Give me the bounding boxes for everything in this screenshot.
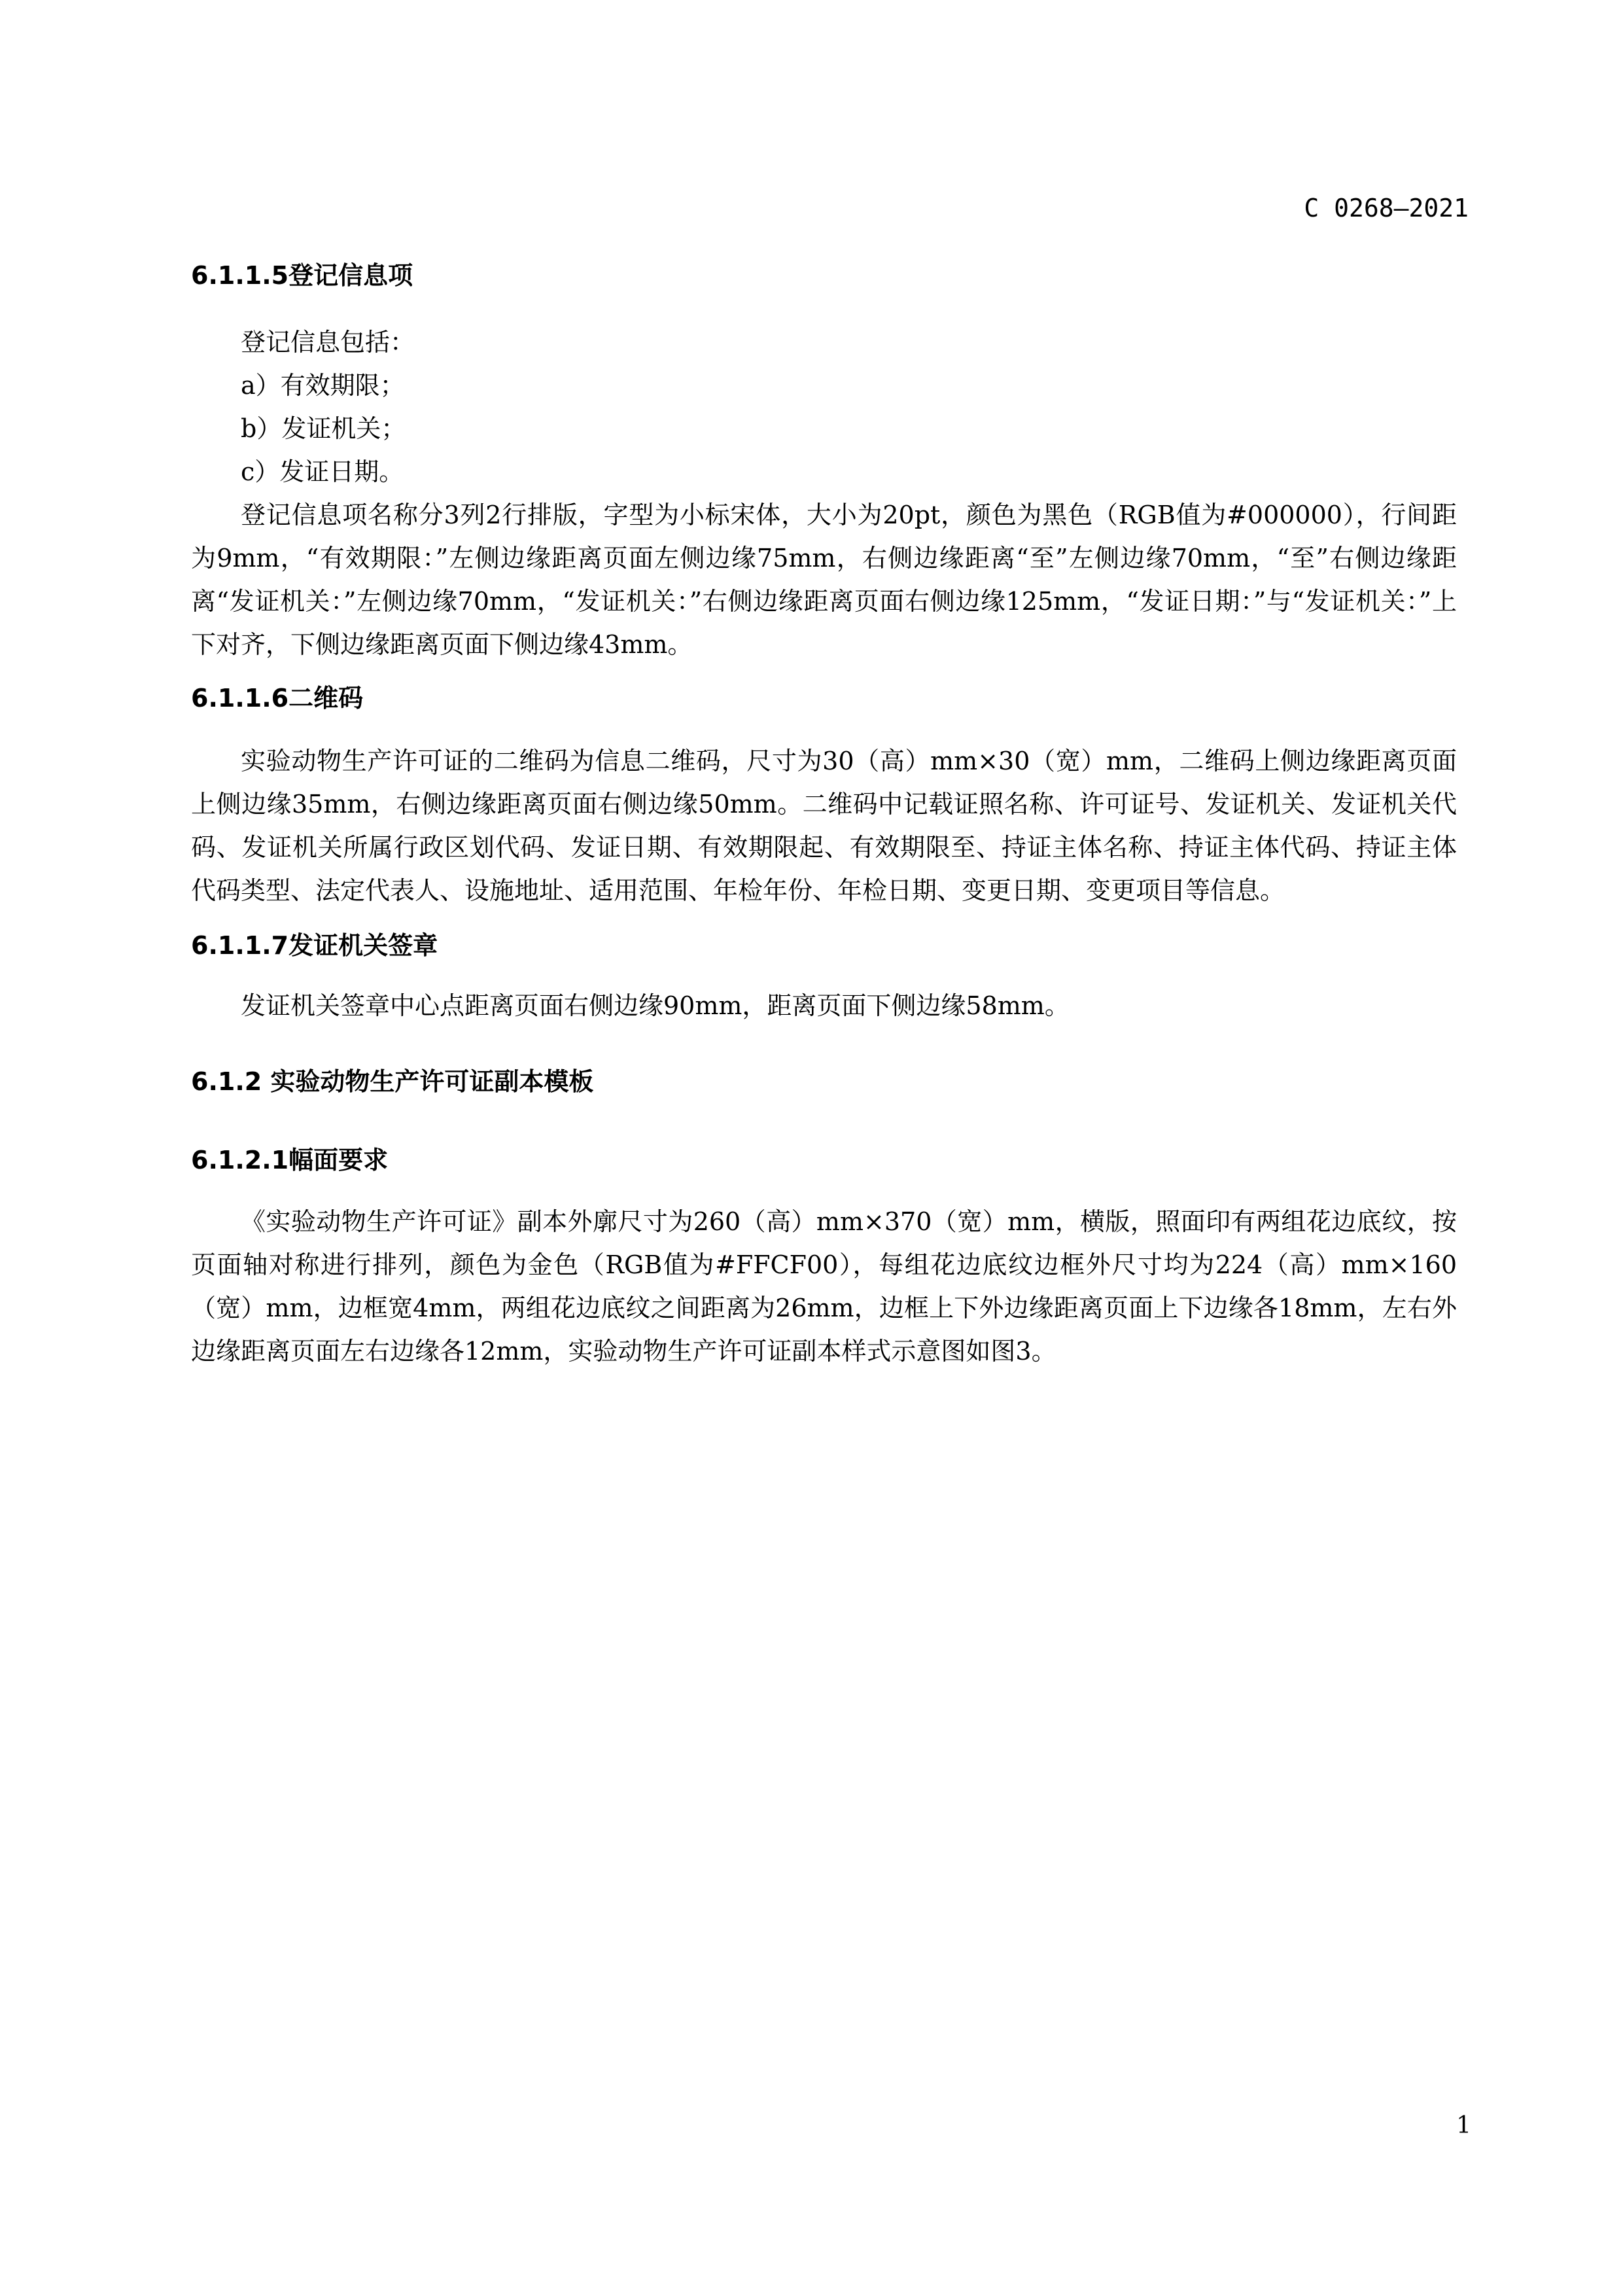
document-code: C 0268—2021 xyxy=(1304,194,1469,222)
document-body xyxy=(191,259,1457,1373)
page-number: 1 xyxy=(1456,2112,1471,2139)
list-item-issue-date: c）发证日期。 xyxy=(241,457,404,486)
registration-intro: 登记信息包括： xyxy=(241,328,415,357)
list-item-validity: a）有效期限； xyxy=(241,371,405,400)
section-heading-6-1-2-1: 6.1.2.1幅面要求 xyxy=(191,1146,389,1174)
list-item-issuer: b）发证机关； xyxy=(241,414,406,443)
section-heading-6-1-2: 6.1.2 实验动物生产许可证副本模板 xyxy=(191,1067,594,1096)
qr-code-paragraph: 实验动物生产许可证的二维码为信息二维码，尺寸为30（高）mm×30（宽）mm，二维码上侧边缘距离页面上侧边缘35mm，右侧边缘距离页面右侧边缘50mm。二维码中记载证照名称、许可证号、发证机关、发证机关代码、发证机关所属行政区划代码、发证日期、有效期限起、有效期限至、持证主体名称、持证主体代码、持证主体代码类型、法定代表人、设施地址、适用范围、年检年份、年检日期、变更日期、变更项目等信息。 xyxy=(191,747,1457,905)
registration-layout-paragraph: 登记信息项名称分3列2行排版，字型为小标宋体，大小为20pt，颜色为黑色（RGB值为#000000），行间距为9mm，“有效期限：”左侧边缘距离页面左侧边缘75mm，右侧边缘距离“至”左侧边缘70mm，“至”右侧边缘距离“发证机关：”左侧边缘70mm，“发证机关：”右侧边缘距离页面右侧边缘125mm，“发证日期：”与“发证机关：”上下对齐，下侧边缘距离页面下侧边缘43mm。 xyxy=(191,501,1457,659)
format-requirements-paragraph: 《实验动物生产许可证》副本外廓尺寸为260（高）mm×370（宽）mm，横版，照面印有两组花边底纹，按页面轴对称进行排列，颜色为金色（RGB值为#FFCF00），每组花边底纹边框外尺寸均为224（高）mm×160（宽）mm，边框宽4mm，两组花边底纹之间距离为26mm，边框上下外边缘距离页面上下边缘各18mm，左右外边缘距离页面左右边缘各12mm，实验动物生产许可证副本样式示意图如图3。 xyxy=(191,1207,1457,1366)
section-heading-6-1-1-7: 6.1.1.7发证机关签章 xyxy=(191,931,438,960)
seal-paragraph: 发证机关签章中心点距离页面右侧边缘90mm，距离页面下侧边缘58mm。 xyxy=(241,991,1070,1020)
section-heading-6-1-1-5: 6.1.1.5登记信息项 xyxy=(191,261,413,290)
section-heading-6-1-1-6: 6.1.1.6二维码 xyxy=(191,684,364,713)
